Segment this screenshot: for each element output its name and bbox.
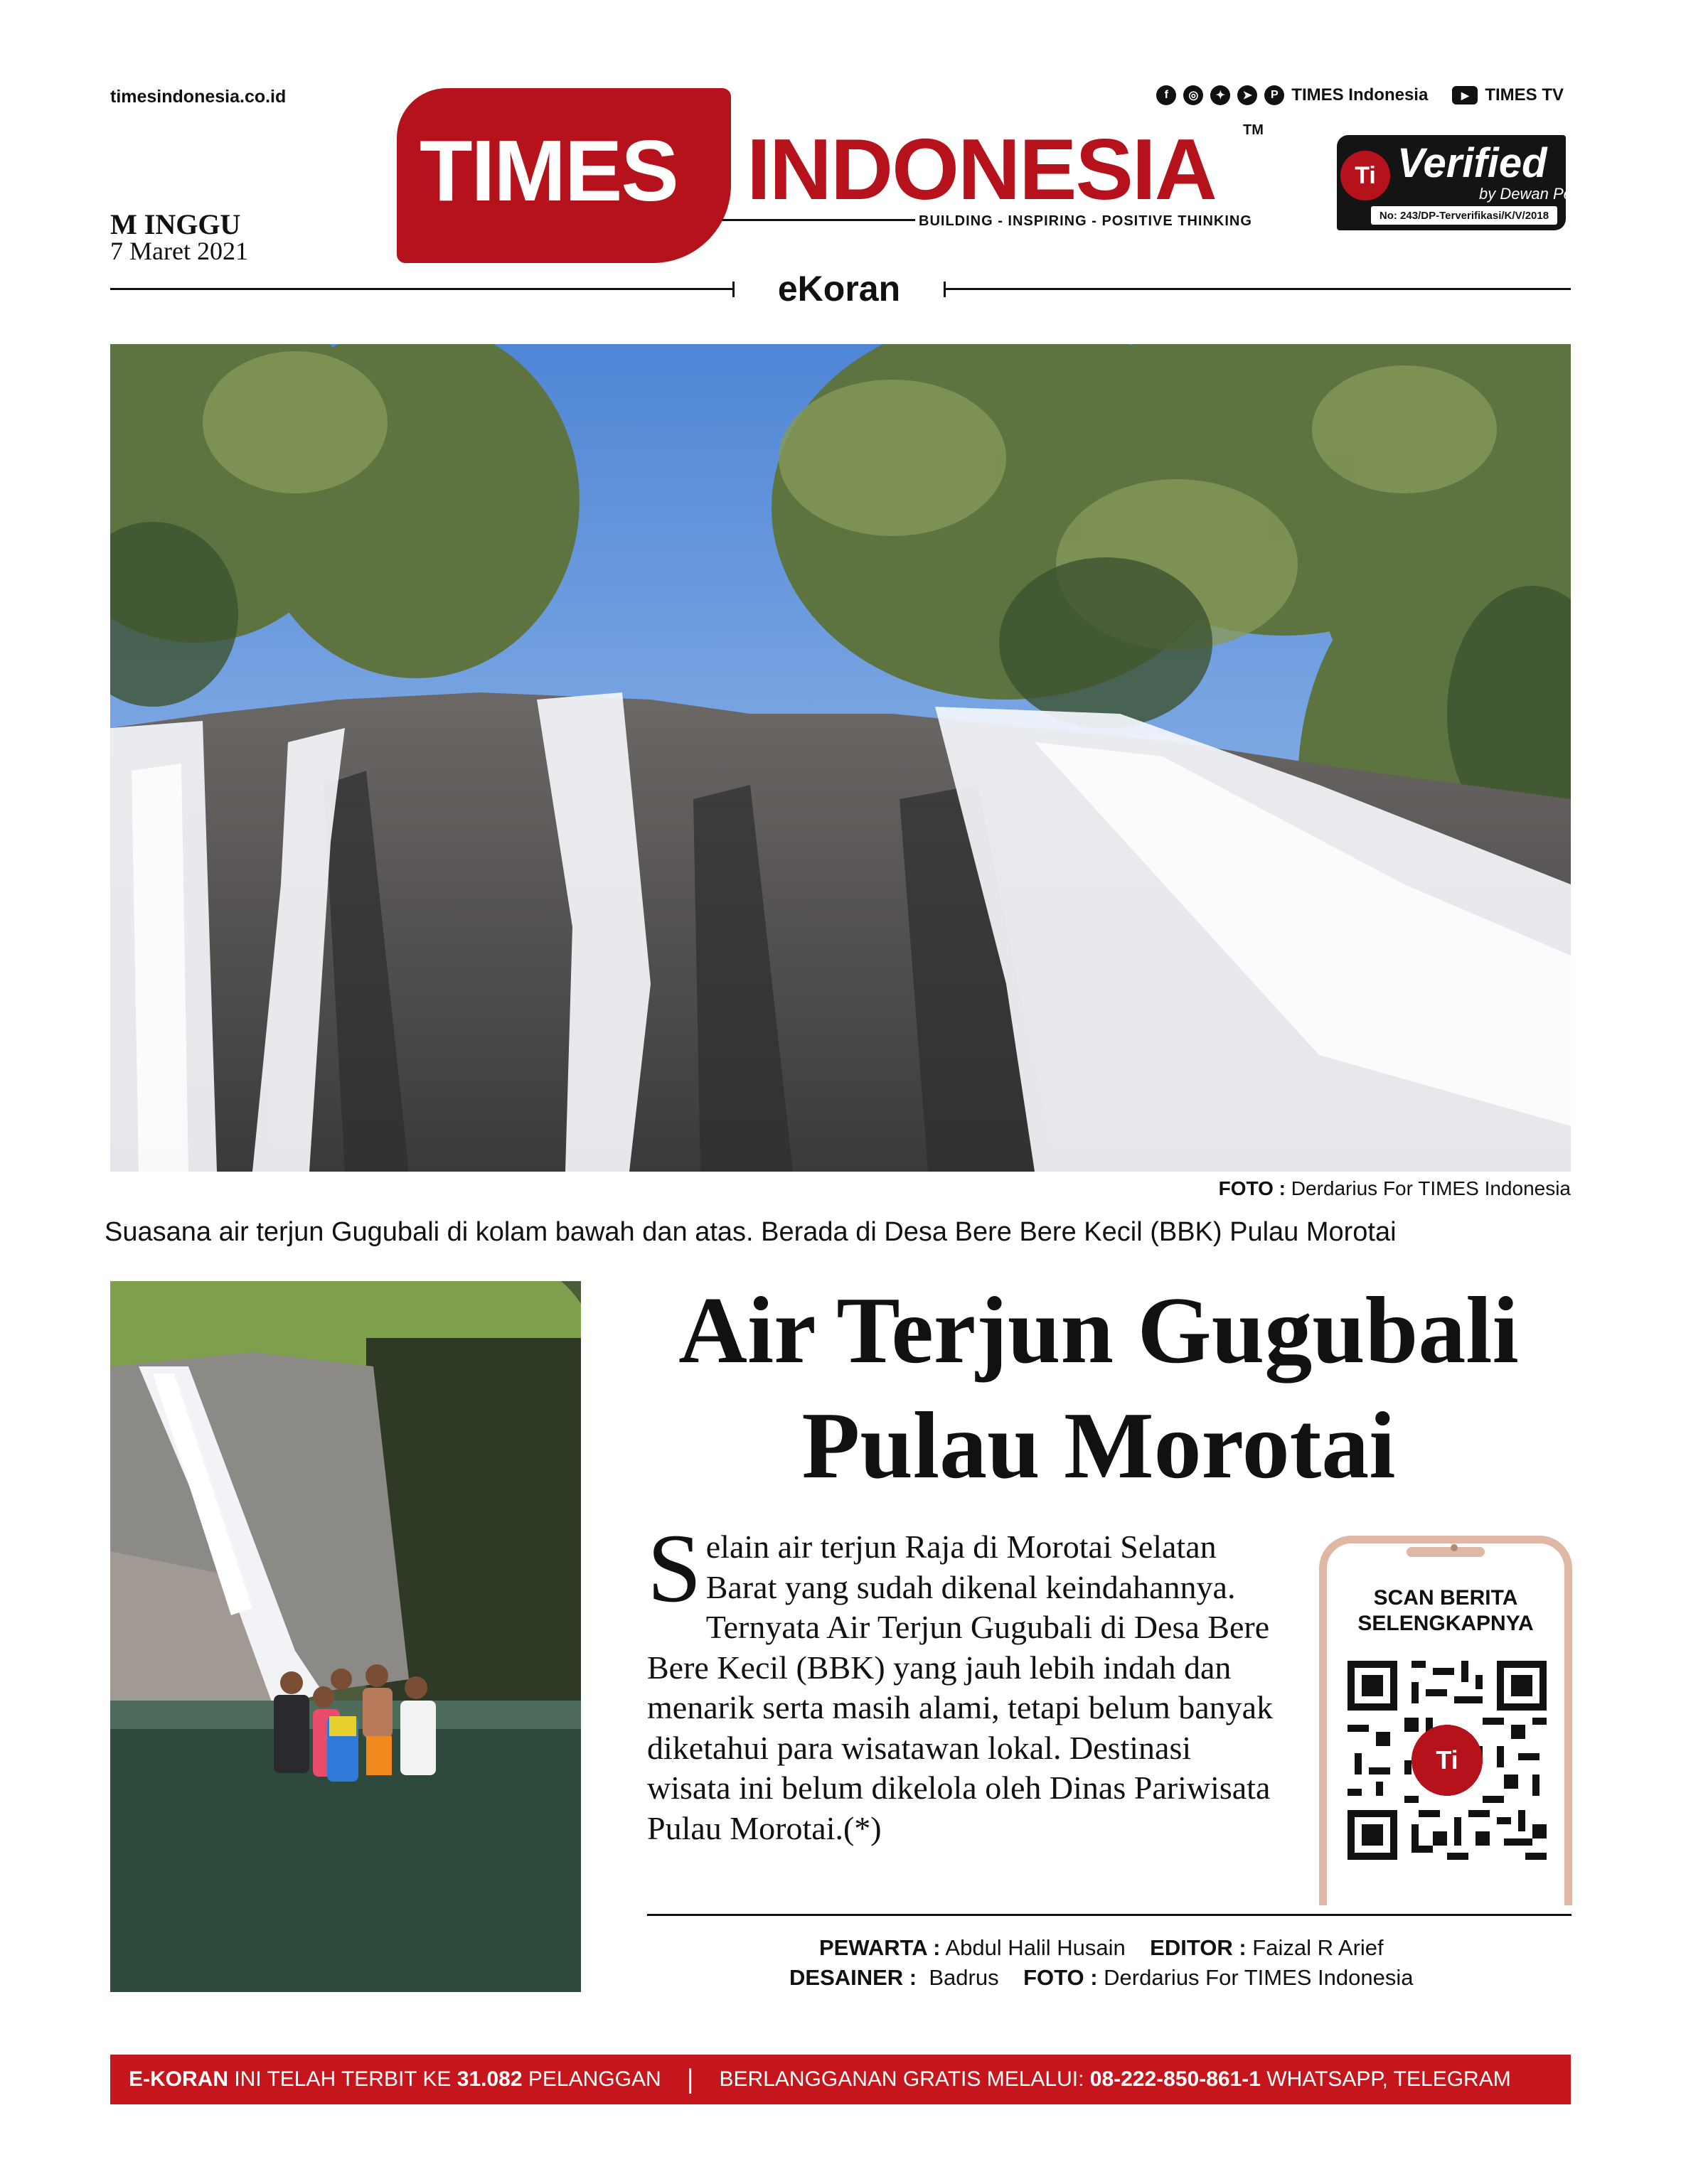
section-tick-left: [732, 282, 735, 297]
phone-speaker-icon: [1407, 1547, 1485, 1557]
youtube-icon[interactable]: ▶: [1452, 86, 1478, 105]
facebook-icon[interactable]: f: [1156, 85, 1176, 105]
section-label: eKoran: [732, 269, 946, 309]
logo-times: TIMES: [420, 122, 678, 219]
main-photo-credit: FOTO : Derdarius For TIMES Indonesia: [1218, 1177, 1571, 1199]
logo-underline: [722, 219, 915, 221]
logo-tagline: BUILDING - INSPIRING - POSITIVE THINKING: [919, 213, 1252, 229]
group-waterfall-photo: [110, 1281, 581, 1992]
issue-day: M INGGU: [110, 208, 241, 240]
logo-trademark: TM: [1243, 122, 1264, 138]
scan-instruction: SCAN BERITA SELENGKAPNYA: [1357, 1586, 1534, 1635]
site-url[interactable]: timesindonesia.co.id: [110, 87, 287, 107]
verified-by: by Dewan Pers: [1479, 185, 1586, 203]
telegram-icon[interactable]: ➤: [1237, 85, 1257, 105]
credits-line-1: PEWARTA : Abdul Halil Husain EDITOR : Faizal R Arief: [819, 1935, 1384, 1960]
social-handle[interactable]: TIMES Indonesia: [1291, 85, 1429, 105]
pinterest-icon[interactable]: P: [1264, 85, 1284, 105]
footer-subscribe[interactable]: BERLANGGANAN GRATIS MELALUI: 08-222-850-861-1 WHATSAPP, TELEGRAM: [719, 2067, 1511, 2091]
tv-label[interactable]: TIMES TV: [1485, 85, 1564, 105]
verified-word: Verified: [1397, 140, 1547, 186]
credits-line-2: DESAINER : Badrus FOTO : Derdarius For TIMES Indonesia: [789, 1965, 1414, 1990]
headline-line-1: Air Terjun Gugubali: [678, 1278, 1519, 1383]
section-tick-right: [944, 282, 946, 297]
waterfall-main-photo: [110, 344, 1571, 1172]
footer-bar: [110, 2055, 1571, 2104]
instagram-icon[interactable]: ◎: [1183, 85, 1203, 105]
footer-separator: |: [686, 2064, 694, 2094]
social-links: [1156, 85, 1564, 105]
main-photo-caption: Suasana air terjun Gugubali di kolam bawah dan atas. Berada di Desa Bere Bere Kecil (BBK) Pulau Morotai: [105, 1217, 1397, 1247]
headline-line-2: Pulau Morotai: [801, 1393, 1396, 1498]
article-body: [647, 1514, 1280, 1848]
phone-camera-icon: [1451, 1544, 1458, 1551]
verified-number: No: 243/DP-Terverifikasi/K/V/2018: [1371, 206, 1557, 225]
article-headline: [626, 1273, 1571, 1503]
body-text: elain air terjun Raja di Morotai Selatan Barat yang sudah dikenal keindahannya. Ternyata Air Terjun Gugubali di Desa Bere Bere Kecil (BBK) yang jauh lebih indah dan menarik serta masih alami, tetapi belum banyak diketahui para wisatawan lokal. Destinasi wisata ini belum dikelola oleh Dinas Pariwisata Pulau Morotai.(*): [647, 1529, 1274, 1846]
ti-logo-icon: Ti: [1340, 151, 1390, 200]
twitter-icon[interactable]: ✦: [1210, 85, 1230, 105]
dropcap: S: [647, 1514, 702, 1622]
credits-rule: [647, 1914, 1571, 1916]
issue-date: 7 Maret 2021: [110, 237, 248, 265]
footer-published: E-KORAN INI TELAH TERBIT KE 31.082 PELANGGAN: [129, 2067, 661, 2091]
logo-indonesia: INDONESIA: [747, 121, 1216, 218]
qr-ti-logo: Ti: [1436, 1745, 1458, 1774]
